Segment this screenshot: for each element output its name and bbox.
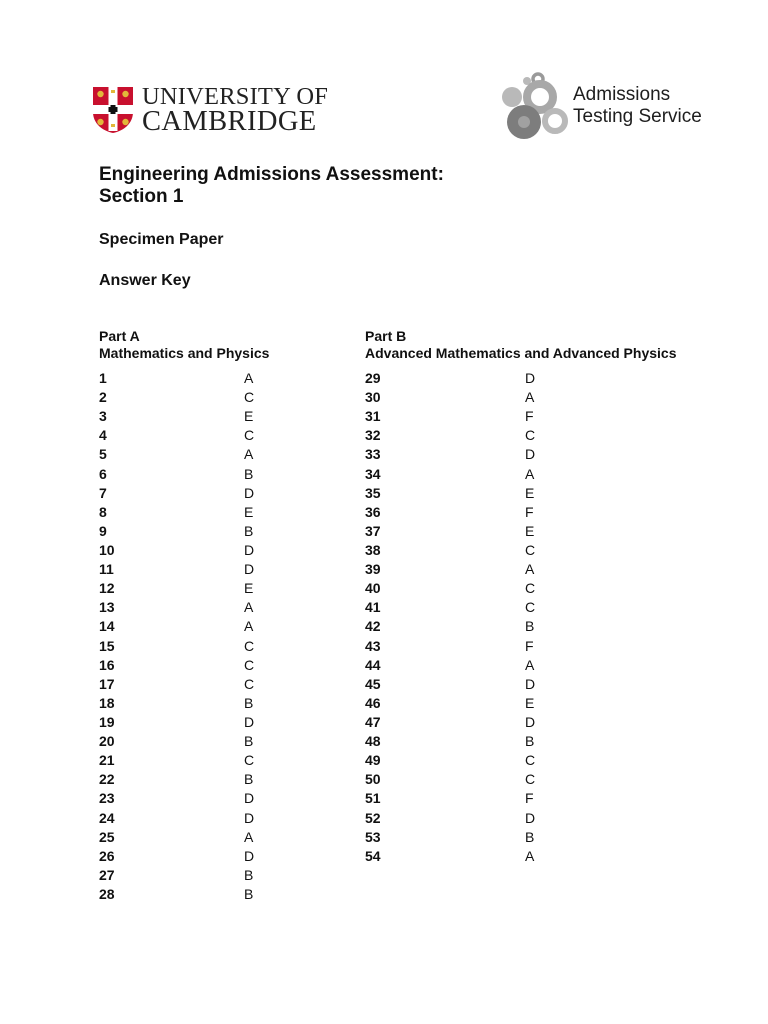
answer-letter: E: [525, 484, 535, 501]
question-number: 49: [365, 752, 381, 769]
answer-row: [365, 675, 565, 694]
answer-row: [365, 598, 565, 617]
answer-row: [365, 751, 565, 770]
question-number: 12: [99, 580, 115, 597]
answer-row: [365, 445, 565, 464]
part-a-name: Mathematics and Physics: [99, 344, 270, 361]
answer-row: [365, 388, 565, 407]
answer-letter: F: [525, 503, 534, 520]
question-number: 27: [99, 866, 115, 883]
question-number: 6: [99, 465, 107, 482]
answer-row: [99, 541, 299, 560]
answer-row: [365, 503, 565, 522]
answer-letter: D: [244, 790, 255, 807]
answer-row: [365, 713, 565, 732]
answer-row: [99, 484, 299, 503]
answer-letter: B: [244, 522, 254, 539]
answer-row: [365, 656, 565, 675]
answer-letter: B: [244, 733, 254, 750]
answer-letter: D: [244, 484, 255, 501]
answer-letter: A: [525, 465, 535, 482]
answer-row: [365, 465, 565, 484]
answer-row: [99, 465, 299, 484]
part-b-answer-list: [365, 369, 565, 866]
answer-letter: A: [244, 446, 254, 463]
question-number: 1: [99, 370, 107, 386]
page-header: [0, 0, 768, 160]
answer-row: [99, 656, 299, 675]
part-a-label: Part A: [99, 328, 140, 344]
answer-letter: F: [525, 637, 534, 654]
answer-letter: E: [525, 522, 535, 539]
answer-letter: A: [244, 828, 254, 845]
question-number: 28: [99, 885, 115, 902]
answer-letter: D: [244, 541, 255, 558]
answer-row: [99, 426, 299, 445]
answer-row: [365, 522, 565, 541]
question-number: 47: [365, 713, 381, 730]
question-number: 17: [99, 675, 115, 692]
answer-letter: B: [244, 771, 254, 788]
question-number: 15: [99, 637, 115, 654]
answer-row: [365, 407, 565, 426]
question-number: 30: [365, 389, 381, 406]
answer-letter: D: [244, 847, 255, 864]
question-number: 9: [99, 522, 107, 539]
answer-row: [99, 885, 299, 904]
question-number: 19: [99, 713, 115, 730]
question-number: 4: [99, 427, 107, 444]
question-number: 23: [99, 790, 115, 807]
answer-row: [99, 522, 299, 541]
part-b-name: Advanced Mathematics and Advanced Physics: [365, 344, 677, 361]
answer-letter: C: [525, 541, 536, 558]
answer-row: [99, 560, 299, 579]
question-number: 20: [99, 733, 115, 750]
question-number: 50: [365, 771, 381, 788]
answer-letter: B: [244, 694, 254, 711]
question-number: 51: [365, 790, 381, 807]
answer-letter: C: [525, 427, 536, 444]
answer-letter: C: [525, 771, 536, 788]
question-number: 33: [365, 446, 381, 463]
part-b-header: [365, 328, 676, 361]
title-line2: Section 1: [99, 186, 184, 207]
answer-letter: B: [525, 828, 535, 845]
question-number: 24: [99, 809, 115, 826]
question-number: 54: [365, 847, 381, 864]
question-number: 45: [365, 675, 381, 692]
document-subtitle: Specimen Paper: [99, 231, 224, 248]
question-number: 26: [99, 847, 115, 864]
question-number: 25: [99, 828, 115, 845]
answer-letter: E: [244, 408, 254, 425]
answer-letter: A: [525, 389, 535, 406]
admissions-testing-service-logo: [500, 70, 710, 146]
question-number: 42: [365, 618, 381, 635]
answer-row: [99, 637, 299, 656]
answer-letter: C: [525, 752, 536, 769]
question-number: 53: [365, 828, 381, 845]
question-number: 35: [365, 484, 381, 501]
answer-row: [365, 369, 565, 388]
answer-letter: A: [244, 599, 254, 616]
answer-letter: E: [525, 694, 535, 711]
answer-letter: C: [244, 637, 255, 654]
answer-row: [365, 426, 565, 445]
answer-letter: B: [525, 733, 535, 750]
cambridge-shield-icon: [92, 86, 134, 134]
question-number: 2: [99, 389, 107, 406]
answer-letter: A: [244, 618, 254, 635]
answer-letter: D: [244, 561, 255, 578]
question-number: 18: [99, 694, 115, 711]
question-number: 7: [99, 484, 107, 501]
answer-letter: D: [525, 370, 536, 386]
answer-row: [99, 503, 299, 522]
question-number: 38: [365, 541, 381, 558]
answer-row: [365, 637, 565, 656]
answer-row: [365, 579, 565, 598]
answer-letter: A: [525, 561, 535, 578]
answer-row: [99, 598, 299, 617]
answer-row: [99, 713, 299, 732]
question-number: 10: [99, 541, 115, 558]
question-number: 16: [99, 656, 115, 673]
cambridge-logo-line1: UNIVERSITY OF: [142, 83, 329, 110]
answer-letter: F: [525, 408, 534, 425]
answer-letter: F: [525, 790, 534, 807]
question-number: 21: [99, 752, 115, 769]
question-number: 37: [365, 522, 381, 539]
question-number: 52: [365, 809, 381, 826]
answer-row: [365, 847, 565, 866]
answer-row: [99, 732, 299, 751]
answer-letter: B: [525, 618, 535, 635]
question-number: 29: [365, 370, 381, 386]
answer-row: [99, 579, 299, 598]
answer-letter: A: [525, 656, 535, 673]
answer-letter: A: [244, 370, 254, 386]
question-number: 46: [365, 694, 381, 711]
question-number: 43: [365, 637, 381, 654]
question-number: 22: [99, 771, 115, 788]
answer-row: [99, 866, 299, 885]
question-number: 11: [99, 561, 114, 578]
question-number: 13: [99, 599, 115, 616]
answer-letter: D: [525, 446, 536, 463]
question-number: 39: [365, 561, 381, 578]
answer-letter: B: [244, 885, 254, 902]
question-number: 40: [365, 580, 381, 597]
part-a-answer-list: [99, 369, 299, 904]
answer-letter: D: [244, 713, 255, 730]
answer-key-heading: Answer Key: [99, 272, 191, 289]
question-number: 14: [99, 618, 115, 635]
cambridge-logo: [92, 83, 329, 137]
answer-row: [365, 484, 565, 503]
answer-row: [99, 675, 299, 694]
part-a-header: [99, 328, 269, 361]
answer-row: [365, 541, 565, 560]
question-number: 31: [365, 408, 381, 425]
answer-letter: C: [244, 427, 255, 444]
answer-row: [99, 809, 299, 828]
answer-letter: E: [244, 503, 254, 520]
cambridge-logo-line2: CAMBRIDGE: [142, 106, 317, 137]
answer-letter: C: [525, 599, 536, 616]
question-number: 41: [365, 599, 381, 616]
answer-row: [99, 369, 299, 388]
ats-circles-icon: [500, 70, 570, 146]
answer-row: [99, 789, 299, 808]
question-number: 32: [365, 427, 381, 444]
answer-row: [99, 828, 299, 847]
answer-letter: D: [244, 809, 255, 826]
answer-row: [365, 732, 565, 751]
answer-letter: E: [244, 580, 254, 597]
answer-letter: A: [525, 847, 535, 864]
ats-logo-line2: Testing Service: [573, 106, 702, 127]
question-number: 48: [365, 733, 381, 750]
answer-letter: D: [525, 809, 536, 826]
question-number: 34: [365, 465, 381, 482]
answer-row: [99, 770, 299, 789]
title-line1: Engineering Admissions Assessment:: [99, 164, 444, 185]
question-number: 5: [99, 446, 107, 463]
page-title: [99, 164, 444, 208]
answer-row: [365, 617, 565, 636]
answer-row: [99, 445, 299, 464]
answer-row: [365, 770, 565, 789]
answer-row: [99, 617, 299, 636]
answer-letter: D: [525, 675, 536, 692]
answer-row: [99, 751, 299, 770]
question-number: 8: [99, 503, 107, 520]
answer-row: [365, 560, 565, 579]
answer-letter: D: [525, 713, 536, 730]
answer-letter: C: [244, 656, 255, 673]
question-number: 3: [99, 408, 107, 425]
answer-row: [365, 694, 565, 713]
answer-row: [99, 388, 299, 407]
answer-row: [365, 789, 565, 808]
question-number: 36: [365, 503, 381, 520]
answer-letter: C: [525, 580, 536, 597]
answer-row: [365, 828, 565, 847]
ats-logo-line1: Admissions: [573, 84, 671, 105]
part-b-label: Part B: [365, 328, 407, 344]
answer-row: [99, 694, 299, 713]
answer-letter: B: [244, 866, 254, 883]
answer-letter: C: [244, 752, 255, 769]
answer-row: [99, 407, 299, 426]
answer-letter: C: [244, 675, 255, 692]
answer-row: [365, 809, 565, 828]
answer-letter: C: [244, 389, 255, 406]
question-number: 44: [365, 656, 381, 673]
answer-row: [99, 847, 299, 866]
answer-letter: B: [244, 465, 254, 482]
